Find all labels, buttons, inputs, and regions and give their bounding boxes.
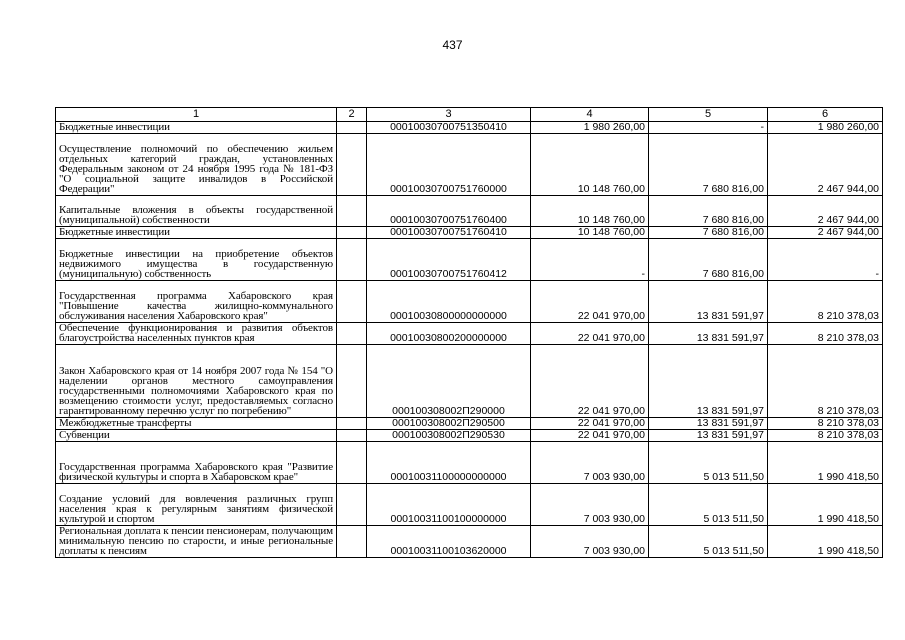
row-code-cell: 000100308002П290530 bbox=[367, 430, 531, 442]
row-value-col4: 7 003 930,00 bbox=[531, 484, 649, 526]
row-value-col4: 22 041 970,00 bbox=[531, 323, 649, 345]
row-value-col6: 2 467 944,00 bbox=[768, 196, 883, 227]
row-code-cell: 00010030800200000000 bbox=[367, 323, 531, 345]
row-code-cell: 00010030700751760400 bbox=[367, 196, 531, 227]
row-value-col5: 13 831 591,97 bbox=[649, 345, 768, 418]
row-value-col4: - bbox=[531, 239, 649, 281]
row-code-cell: 00010030700751760412 bbox=[367, 239, 531, 281]
table-row bbox=[56, 196, 883, 227]
table-row bbox=[56, 345, 883, 418]
row-name-cell: Государственная программа Хабаровского края "Развитие физической культуры и спорта в Хабаровском крае" bbox=[56, 442, 337, 484]
page-number: 437 bbox=[442, 38, 463, 52]
row-value-col5: 7 680 816,00 bbox=[649, 196, 768, 227]
row-col2-cell bbox=[337, 484, 367, 526]
row-value-col4: 10 148 760,00 bbox=[531, 196, 649, 227]
row-value-col4: 22 041 970,00 bbox=[531, 430, 649, 442]
row-value-col6: 8 210 378,03 bbox=[768, 430, 883, 442]
row-code-cell: 00010031100103620000 bbox=[367, 526, 531, 558]
row-name-cell: Региональная доплата к пенсии пенсионерам, получающим минимальную пенсию по старости, и иные региональные доплаты к пенсиям bbox=[56, 526, 337, 558]
budget-table bbox=[55, 107, 883, 558]
row-value-col6: 1 990 418,50 bbox=[768, 484, 883, 526]
row-value-col5: 13 831 591,97 bbox=[649, 323, 768, 345]
table-row bbox=[56, 281, 883, 323]
row-value-col6: 2 467 944,00 bbox=[768, 227, 883, 239]
header-col-1: 1 bbox=[56, 108, 337, 122]
row-name-cell: Закон Хабаровского края от 14 ноября 2007 года № 154 "О наделении органов местного самоуправления государственными полномочиями Хабаровского края по возмещению стоимости услуг, предоставляемых согласно гарантированному перечню услуг по погребению" bbox=[56, 345, 337, 418]
row-col2-cell bbox=[337, 430, 367, 442]
budget-table-body bbox=[56, 108, 883, 558]
table-row bbox=[56, 134, 883, 196]
row-value-col6: 2 467 944,00 bbox=[768, 134, 883, 196]
header-col-5: 5 bbox=[649, 108, 768, 122]
row-col2-cell bbox=[337, 281, 367, 323]
header-col-3: 3 bbox=[367, 108, 531, 122]
row-value-col4: 7 003 930,00 bbox=[531, 526, 649, 558]
header-col-2: 2 bbox=[337, 108, 367, 122]
row-value-col5: 5 013 511,50 bbox=[649, 442, 768, 484]
row-name-cell: Бюджетные инвестиции bbox=[56, 122, 337, 134]
row-value-col4: 22 041 970,00 bbox=[531, 345, 649, 418]
row-name-cell: Осуществление полномочий по обеспечению жильем отдельных категорий граждан, установленных Федеральным законом от 24 ноября 1995 года № 181-ФЗ "О социальной защите инвалидов в Российской Федерации" bbox=[56, 134, 337, 196]
row-col2-cell bbox=[337, 526, 367, 558]
row-name-cell: Обеспечение функционирования и развития объектов благоустройства населенных пунктов края bbox=[56, 323, 337, 345]
table-row bbox=[56, 430, 883, 442]
table-row bbox=[56, 484, 883, 526]
row-value-col6: 8 210 378,03 bbox=[768, 323, 883, 345]
row-value-col6: 1 980 260,00 bbox=[768, 122, 883, 134]
table-row bbox=[56, 122, 883, 134]
row-name-cell: Субвенции bbox=[56, 430, 337, 442]
row-value-col6: - bbox=[768, 239, 883, 281]
row-value-col4: 10 148 760,00 bbox=[531, 134, 649, 196]
row-col2-cell bbox=[337, 239, 367, 281]
header-col-4: 4 bbox=[531, 108, 649, 122]
table-row bbox=[56, 239, 883, 281]
row-name-cell: Бюджетные инвестиции bbox=[56, 227, 337, 239]
row-name-cell: Межбюджетные трансферты bbox=[56, 418, 337, 430]
row-col2-cell bbox=[337, 345, 367, 418]
row-value-col6: 1 990 418,50 bbox=[768, 442, 883, 484]
table-row bbox=[56, 442, 883, 484]
row-value-col6: 8 210 378,03 bbox=[768, 418, 883, 430]
row-col2-cell bbox=[337, 196, 367, 227]
row-code-cell: 00010030700751350410 bbox=[367, 122, 531, 134]
row-value-col5: 5 013 511,50 bbox=[649, 526, 768, 558]
table-row bbox=[56, 323, 883, 345]
row-code-cell: 000100308002П290500 bbox=[367, 418, 531, 430]
row-value-col5: 13 831 591,97 bbox=[649, 430, 768, 442]
table-row bbox=[56, 418, 883, 430]
row-value-col4: 1 980 260,00 bbox=[531, 122, 649, 134]
row-name-cell: Государственная программа Хабаровского края "Повышение качества жилищно-коммунального обслуживания населения Хабаровского края" bbox=[56, 281, 337, 323]
row-value-col4: 10 148 760,00 bbox=[531, 227, 649, 239]
row-value-col5: 13 831 591,97 bbox=[649, 281, 768, 323]
row-value-col6: 8 210 378,03 bbox=[768, 345, 883, 418]
row-value-col5: 5 013 511,50 bbox=[649, 484, 768, 526]
row-code-cell: 00010030800000000000 bbox=[367, 281, 531, 323]
row-code-cell: 00010030700751760000 bbox=[367, 134, 531, 196]
row-value-col5: 13 831 591,97 bbox=[649, 418, 768, 430]
row-value-col5: 7 680 816,00 bbox=[649, 227, 768, 239]
table-row bbox=[56, 526, 883, 558]
table-row bbox=[56, 227, 883, 239]
row-col2-cell bbox=[337, 323, 367, 345]
row-value-col6: 8 210 378,03 bbox=[768, 281, 883, 323]
row-code-cell: 000100308002П290000 bbox=[367, 345, 531, 418]
row-value-col5: 7 680 816,00 bbox=[649, 239, 768, 281]
header-row bbox=[56, 108, 883, 122]
row-value-col6: 1 990 418,50 bbox=[768, 526, 883, 558]
header-col-6: 6 bbox=[768, 108, 883, 122]
row-code-cell: 00010031100000000000 bbox=[367, 442, 531, 484]
row-col2-cell bbox=[337, 227, 367, 239]
row-value-col4: 7 003 930,00 bbox=[531, 442, 649, 484]
row-name-cell: Бюджетные инвестиции на приобретение объектов недвижимого имущества в государственную (муниципальную) собственность bbox=[56, 239, 337, 281]
row-col2-cell bbox=[337, 418, 367, 430]
row-code-cell: 00010030700751760410 bbox=[367, 227, 531, 239]
row-col2-cell bbox=[337, 134, 367, 196]
row-col2-cell bbox=[337, 442, 367, 484]
row-code-cell: 00010031100100000000 bbox=[367, 484, 531, 526]
row-name-cell: Капитальные вложения в объекты государственной (муниципальной) собственности bbox=[56, 196, 337, 227]
row-value-col4: 22 041 970,00 bbox=[531, 418, 649, 430]
row-name-cell: Создание условий для вовлечения различных групп населения края к регулярным занятиям физической культурой и спортом bbox=[56, 484, 337, 526]
row-value-col5: 7 680 816,00 bbox=[649, 134, 768, 196]
row-value-col4: 22 041 970,00 bbox=[531, 281, 649, 323]
row-value-col5: - bbox=[649, 122, 768, 134]
row-col2-cell bbox=[337, 122, 367, 134]
